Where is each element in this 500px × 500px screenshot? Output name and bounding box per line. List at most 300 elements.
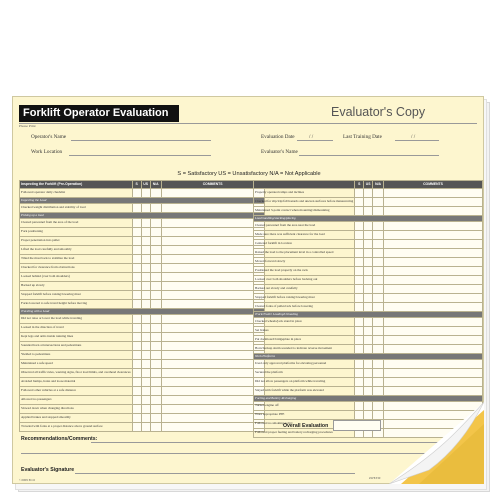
comments-cell[interactable] — [384, 303, 483, 312]
rating-us-cell[interactable] — [364, 303, 373, 312]
section-title: Load handling/stacking/placing — [254, 216, 483, 222]
comments-cell[interactable] — [161, 255, 264, 264]
comments-cell[interactable] — [161, 291, 264, 300]
checklist-row — [20, 378, 265, 387]
rating-us-cell[interactable] — [364, 387, 373, 396]
checklist-item: Centered forklift in location — [254, 240, 355, 249]
rating-s-cell[interactable] — [132, 282, 141, 291]
comments-cell[interactable] — [384, 294, 483, 303]
comments-cell[interactable] — [384, 336, 483, 345]
rating-na-cell[interactable] — [150, 414, 161, 423]
checklist-item: Raised the load to the placement level in a controlled speed — [254, 249, 355, 258]
checklist-item: Checked for slip/trip/fall hazards and uneven surfaces before maneuvering — [254, 198, 355, 207]
rating-s-cell[interactable] — [355, 285, 364, 294]
rating-us-cell[interactable] — [364, 267, 373, 276]
rating-na-cell[interactable] — [373, 360, 384, 369]
checklist-row — [254, 387, 483, 396]
rating-s-cell[interactable] — [355, 378, 364, 387]
rating-us-cell[interactable] — [364, 378, 373, 387]
checklist-row — [20, 387, 265, 396]
rating-s-cell[interactable] — [355, 207, 364, 216]
rating-na-cell[interactable] — [373, 231, 384, 240]
rating-us-cell[interactable] — [364, 189, 373, 198]
rating-s-cell[interactable] — [132, 405, 141, 414]
rating-us-cell[interactable] — [364, 327, 373, 336]
rating-us-cell[interactable] — [141, 387, 150, 396]
checklist-row — [20, 360, 265, 369]
comments-cell[interactable] — [161, 396, 264, 405]
rating-s-cell[interactable] — [355, 336, 364, 345]
checklist-row — [20, 204, 265, 213]
checklist-item: Cleared personnel from the area of the load — [20, 219, 133, 228]
rating-us-cell[interactable] — [141, 219, 150, 228]
checklist-row — [20, 414, 265, 423]
title-rule — [19, 123, 477, 124]
checklist-row — [20, 291, 265, 300]
checklist-item: Used only approved platforms for elevating personnel — [254, 360, 355, 369]
checklist-item: Cleared personnel from the area near the load — [254, 222, 355, 231]
rating-s-cell[interactable] — [132, 333, 141, 342]
operator-name-label: Operator's Name — [31, 134, 67, 140]
rating-us-cell[interactable] — [141, 204, 150, 213]
comments-cell[interactable] — [161, 378, 264, 387]
rating-us-cell[interactable] — [364, 318, 373, 327]
rating-na-cell[interactable] — [150, 291, 161, 300]
checklist-item: Stopped forklift before raising/lowering mast — [254, 294, 355, 303]
rating-na-cell[interactable] — [373, 189, 384, 198]
overall-evaluation-field[interactable] — [333, 420, 381, 431]
rating-s-cell[interactable] — [132, 204, 141, 213]
rating-na-cell[interactable] — [373, 336, 384, 345]
checklist-row — [254, 189, 483, 198]
rating-s-cell[interactable] — [355, 303, 364, 312]
checklist-item: Traveled with forks at a proper distance above ground surface — [20, 423, 133, 432]
checklist-item: Turned engine off — [254, 402, 355, 411]
rating-us-cell[interactable] — [141, 324, 150, 333]
work-location-label: Work Location — [31, 149, 63, 155]
checklist-item: Did not allow passengers on platform while traveling — [254, 378, 355, 387]
rating-na-cell[interactable] — [150, 396, 161, 405]
comments-cell[interactable] — [384, 207, 483, 216]
rating-s-cell[interactable] — [132, 189, 141, 198]
rating-na-cell[interactable] — [373, 318, 384, 327]
left-checklist-panel — [19, 180, 265, 432]
rating-us-cell[interactable] — [141, 396, 150, 405]
rating-na-cell[interactable] — [150, 387, 161, 396]
rating-na-cell[interactable] — [373, 387, 384, 396]
rating-s-cell[interactable] — [355, 276, 364, 285]
rating-us-cell[interactable] — [364, 402, 373, 411]
checklist-row — [254, 249, 483, 258]
rating-na-cell[interactable] — [150, 351, 161, 360]
checklist-row — [254, 240, 483, 249]
rating-s-cell[interactable] — [132, 351, 141, 360]
checklist-item: Yielded to pedestrians — [20, 351, 133, 360]
form-code: #WE330 — [369, 476, 381, 480]
rating-s-cell[interactable] — [132, 360, 141, 369]
header-s: S — [132, 181, 141, 189]
rating-s-cell[interactable] — [132, 342, 141, 351]
evaluator-signature-label: Evaluator's Signature — [21, 467, 75, 473]
checklist-row — [20, 273, 265, 282]
rating-s-cell[interactable] — [132, 255, 141, 264]
rating-s-cell[interactable] — [132, 324, 141, 333]
rating-s-cell[interactable] — [355, 189, 364, 198]
rating-s-cell[interactable] — [355, 345, 364, 354]
comments-cell[interactable] — [384, 189, 483, 198]
checklist-row — [20, 369, 265, 378]
rating-s-cell[interactable] — [355, 387, 364, 396]
rating-na-cell[interactable] — [373, 207, 384, 216]
checklist-row — [254, 222, 483, 231]
rating-na-cell[interactable] — [373, 327, 384, 336]
comments-cell[interactable] — [161, 237, 264, 246]
rating-na-cell[interactable] — [373, 411, 384, 420]
rating-s-cell[interactable] — [132, 219, 141, 228]
rating-s-cell[interactable] — [355, 411, 364, 420]
rating-us-cell[interactable] — [364, 294, 373, 303]
rating-s-cell[interactable] — [355, 198, 364, 207]
checklist-row — [20, 219, 265, 228]
form-title: Forklift Operator Evaluation — [19, 105, 179, 122]
rating-na-cell[interactable] — [150, 255, 161, 264]
checklist-item: Secured the platform — [254, 369, 355, 378]
right-checklist-panel — [253, 180, 483, 438]
rating-us-cell[interactable] — [364, 411, 373, 420]
rating-na-cell[interactable] — [373, 345, 384, 354]
comments-cell[interactable] — [384, 387, 483, 396]
rating-us-cell[interactable] — [364, 231, 373, 240]
rating-s-cell[interactable] — [355, 402, 364, 411]
rating-s-cell[interactable] — [355, 258, 364, 267]
rating-us-cell[interactable] — [141, 228, 150, 237]
rating-s-cell[interactable] — [132, 387, 141, 396]
rating-s-cell[interactable] — [132, 315, 141, 324]
section-title: Truck/Trailer Loading/Unloading — [254, 312, 483, 318]
header-section-blank — [254, 181, 355, 189]
checklist-item: Allowed no passengers — [20, 396, 133, 405]
comments-cell[interactable] — [161, 351, 264, 360]
checklist-item: Followed operator daily checklist — [20, 189, 133, 198]
rating-us-cell[interactable] — [141, 246, 150, 255]
rating-na-cell[interactable] — [373, 303, 384, 312]
rating-us-cell[interactable] — [141, 342, 150, 351]
rating-na-cell[interactable] — [373, 222, 384, 231]
rating-na-cell[interactable] — [150, 228, 161, 237]
comments-cell[interactable] — [384, 285, 483, 294]
checklist-row — [254, 378, 483, 387]
rating-na-cell[interactable] — [373, 294, 384, 303]
checklist-row — [254, 267, 483, 276]
rating-s-cell[interactable] — [132, 378, 141, 387]
checklist-row — [254, 345, 483, 354]
rating-us-cell[interactable] — [141, 414, 150, 423]
rating-na-cell[interactable] — [150, 219, 161, 228]
checklist-row — [20, 342, 265, 351]
rating-s-cell[interactable] — [132, 369, 141, 378]
checklist-row — [254, 369, 483, 378]
rating-s-cell[interactable] — [132, 273, 141, 282]
checklist-row — [20, 333, 265, 342]
copy-label: Evaluator's Copy — [331, 105, 426, 119]
rating-na-cell[interactable] — [150, 324, 161, 333]
rating-us-cell[interactable] — [364, 249, 373, 258]
rating-na-cell[interactable] — [150, 315, 161, 324]
rating-s-cell[interactable] — [355, 222, 364, 231]
evaluation-date-line[interactable] — [297, 140, 333, 141]
rating-s-cell[interactable] — [132, 228, 141, 237]
comments-cell[interactable] — [384, 249, 483, 258]
rating-na-cell[interactable] — [373, 276, 384, 285]
section-title: Picking up a load — [20, 213, 265, 219]
comments-cell[interactable] — [384, 327, 483, 336]
rating-na-cell[interactable] — [373, 402, 384, 411]
comments-cell[interactable] — [161, 228, 264, 237]
header-section-title: Inspecting the Forklift (Pre-Operation) — [20, 181, 133, 189]
comments-cell[interactable] — [384, 369, 483, 378]
checklist-row — [20, 228, 265, 237]
operator-name-line[interactable] — [71, 140, 211, 141]
rating-na-cell[interactable] — [150, 204, 161, 213]
comments-cell[interactable] — [161, 342, 264, 351]
print-note: Please Print — [19, 124, 36, 128]
rating-us-cell[interactable] — [364, 198, 373, 207]
rating-na-cell[interactable] — [373, 285, 384, 294]
evaluator-name-line[interactable] — [299, 155, 439, 156]
page-curl-icon — [389, 402, 484, 484]
rating-na-cell[interactable] — [150, 237, 161, 246]
rating-s-cell[interactable] — [355, 318, 364, 327]
checklist-item: Looked behind (over both shoulders) — [20, 273, 133, 282]
checklist-row — [20, 300, 265, 309]
rating-us-cell[interactable] — [364, 258, 373, 267]
checklist-row — [20, 255, 265, 264]
rating-na-cell[interactable] — [150, 273, 161, 282]
rating-us-cell[interactable] — [141, 333, 150, 342]
comments-cell[interactable] — [161, 246, 264, 255]
checklist-item: Forks lowered to safe travel height before moving — [20, 300, 133, 309]
form-copyright: ©2009 ECO — [19, 478, 35, 482]
checklist-item: Followed other vehicles at a safe distance — [20, 387, 133, 396]
rating-na-cell[interactable] — [373, 258, 384, 267]
checklist-item: Looked in the direction of travel — [20, 324, 133, 333]
comments-cell[interactable] — [161, 273, 264, 282]
comments-cell[interactable] — [384, 231, 483, 240]
rating-us-cell[interactable] — [364, 222, 373, 231]
checklist-row — [20, 237, 265, 246]
comments-cell[interactable] — [161, 405, 264, 414]
rating-s-cell[interactable] — [132, 264, 141, 273]
checklist-item: Followed proper fueling and battery recharging procedures — [254, 429, 355, 438]
rating-us-cell[interactable] — [141, 423, 150, 432]
checklist-row — [20, 351, 265, 360]
rating-us-cell[interactable] — [141, 264, 150, 273]
checklist-item: Lifted the load carefully and smoothly — [20, 246, 133, 255]
rating-us-cell[interactable] — [141, 291, 150, 300]
checklist-item: Tilted the mast back to stabilize the load — [20, 255, 133, 264]
rating-s-cell[interactable] — [355, 249, 364, 258]
checklist-item: Put dockboard/bridgeplate in place — [254, 336, 355, 345]
comments-cell[interactable] — [161, 387, 264, 396]
rating-na-cell[interactable] — [373, 267, 384, 276]
rating-us-cell[interactable] — [364, 207, 373, 216]
comments-cell[interactable] — [384, 222, 483, 231]
rating-s-cell[interactable] — [132, 237, 141, 246]
rating-s-cell[interactable] — [132, 300, 141, 309]
comments-cell[interactable] — [161, 360, 264, 369]
checklist-item: Stopped forklift before raising/lowering mast — [20, 291, 133, 300]
rating-s-cell[interactable] — [355, 360, 364, 369]
comments-cell[interactable] — [384, 360, 483, 369]
rating-na-cell[interactable] — [150, 300, 161, 309]
checklist-item: Maintained 3-point contact when mounting/dismounting — [254, 207, 355, 216]
rating-s-cell[interactable] — [355, 369, 364, 378]
last-training-date-slashes: / / — [411, 134, 416, 140]
comments-cell[interactable] — [161, 219, 264, 228]
right-checklist-table — [253, 180, 483, 438]
checklist-item: Horn/backup alarm sounded to indicate reverse movement — [254, 345, 355, 354]
rating-s-cell[interactable] — [132, 246, 141, 255]
rating-na-cell[interactable] — [150, 333, 161, 342]
rating-us-cell[interactable] — [141, 237, 150, 246]
checklist-row — [254, 336, 483, 345]
last-training-date-line[interactable] — [395, 140, 439, 141]
rating-us-cell[interactable] — [141, 360, 150, 369]
rating-na-cell[interactable] — [150, 246, 161, 255]
rating-us-cell[interactable] — [364, 345, 373, 354]
rating-us-cell[interactable] — [141, 189, 150, 198]
rating-s-cell[interactable] — [132, 291, 141, 300]
checklist-row — [254, 285, 483, 294]
rating-na-cell[interactable] — [150, 282, 161, 291]
checklist-item: Set brakes — [254, 327, 355, 336]
rating-na-cell[interactable] — [373, 240, 384, 249]
rating-na-cell[interactable] — [373, 378, 384, 387]
header-na: N/A — [373, 181, 384, 189]
rating-na-cell[interactable] — [150, 378, 161, 387]
rating-legend: S = Satisfactory US = Unsatisfactory N/A = Not Applicable — [177, 171, 321, 177]
comments-cell[interactable] — [384, 378, 483, 387]
section-title: Traveling with a Load — [20, 309, 265, 315]
checklist-row — [254, 276, 483, 285]
comments-cell[interactable] — [384, 318, 483, 327]
rating-us-cell[interactable] — [141, 405, 150, 414]
rating-us-cell[interactable] — [364, 369, 373, 378]
rating-na-cell[interactable] — [150, 423, 161, 432]
rating-us-cell[interactable] — [141, 300, 150, 309]
checklist-row — [254, 258, 483, 267]
rating-na-cell[interactable] — [150, 342, 161, 351]
rating-na-cell[interactable] — [150, 369, 161, 378]
section-title: Fueling and Battery Recharging — [254, 396, 483, 402]
comments-cell[interactable] — [161, 315, 264, 324]
checklist-item: Proper penetration into pallet — [20, 237, 133, 246]
comments-cell[interactable] — [161, 282, 264, 291]
comments-cell[interactable] — [384, 198, 483, 207]
checklist-row — [254, 231, 483, 240]
checklist-row — [254, 360, 483, 369]
rating-us-cell[interactable] — [364, 240, 373, 249]
checklist-item: Stayed with forklift while the platform was elevated — [254, 387, 355, 396]
checklist-row — [20, 315, 265, 324]
rating-s-cell[interactable] — [355, 231, 364, 240]
rating-us-cell[interactable] — [364, 276, 373, 285]
checklist-item: Positioned the load properly on the rack — [254, 267, 355, 276]
signature-line[interactable] — [75, 473, 355, 474]
checklist-row — [254, 303, 483, 312]
table-header-row — [254, 181, 483, 189]
comments-cell[interactable] — [161, 324, 264, 333]
rating-us-cell[interactable] — [364, 285, 373, 294]
header-us: US — [141, 181, 150, 189]
checklist-item: Kept legs and arms inside running lines — [20, 333, 133, 342]
comments-cell[interactable] — [161, 300, 264, 309]
rating-na-cell[interactable] — [150, 264, 161, 273]
rating-us-cell[interactable] — [141, 273, 150, 282]
comments-cell[interactable] — [161, 423, 264, 432]
table-header-row — [20, 181, 265, 189]
rating-na-cell[interactable] — [373, 198, 384, 207]
rating-s-cell[interactable] — [355, 294, 364, 303]
checklist-item: Applied brakes and stopped smoothly — [20, 414, 133, 423]
checklist-item: Did not raise or lower the load while traveling — [20, 315, 133, 324]
rating-us-cell[interactable] — [141, 369, 150, 378]
comments-cell[interactable] — [161, 414, 264, 423]
comments-cell[interactable] — [161, 189, 264, 198]
overall-evaluation-label: Overall Evaluation — [283, 423, 329, 429]
comments-cell[interactable] — [384, 276, 483, 285]
comments-cell[interactable] — [161, 333, 264, 342]
rating-na-cell[interactable] — [150, 189, 161, 198]
comments-cell[interactable] — [384, 240, 483, 249]
rating-s-cell[interactable] — [355, 240, 364, 249]
rating-us-cell[interactable] — [141, 315, 150, 324]
comments-cell[interactable] — [161, 204, 264, 213]
header-na: N/A — [150, 181, 161, 189]
evaluation-form-sheet — [12, 96, 484, 484]
checklist-item: Fork positioning — [20, 228, 133, 237]
checklist-row — [20, 282, 265, 291]
rating-us-cell[interactable] — [364, 360, 373, 369]
comments-cell[interactable] — [384, 258, 483, 267]
rating-us-cell[interactable] — [141, 282, 150, 291]
rating-s-cell[interactable] — [355, 327, 364, 336]
rating-na-cell[interactable] — [150, 360, 161, 369]
checklist-row — [254, 327, 483, 336]
rating-s-cell[interactable] — [132, 423, 141, 432]
checklist-item: Moved forward slowly — [254, 258, 355, 267]
rating-us-cell[interactable] — [141, 378, 150, 387]
checklist-item: Checked wheels/jack stand in place — [254, 318, 355, 327]
comments-cell[interactable] — [161, 369, 264, 378]
left-checklist-table — [19, 180, 265, 432]
rating-s-cell[interactable] — [132, 414, 141, 423]
comments-cell[interactable] — [161, 264, 264, 273]
work-location-line[interactable] — [69, 155, 211, 156]
checklist-row — [20, 264, 265, 273]
rating-s-cell[interactable] — [132, 396, 141, 405]
rating-us-cell[interactable] — [141, 351, 150, 360]
header-s: S — [355, 181, 364, 189]
rating-na-cell[interactable] — [373, 249, 384, 258]
rating-us-cell[interactable] — [141, 255, 150, 264]
rating-s-cell[interactable] — [355, 267, 364, 276]
rating-us-cell[interactable] — [364, 336, 373, 345]
rating-na-cell[interactable] — [373, 369, 384, 378]
comments-cell[interactable] — [384, 267, 483, 276]
comments-cell[interactable] — [384, 345, 483, 354]
rating-na-cell[interactable] — [150, 405, 161, 414]
